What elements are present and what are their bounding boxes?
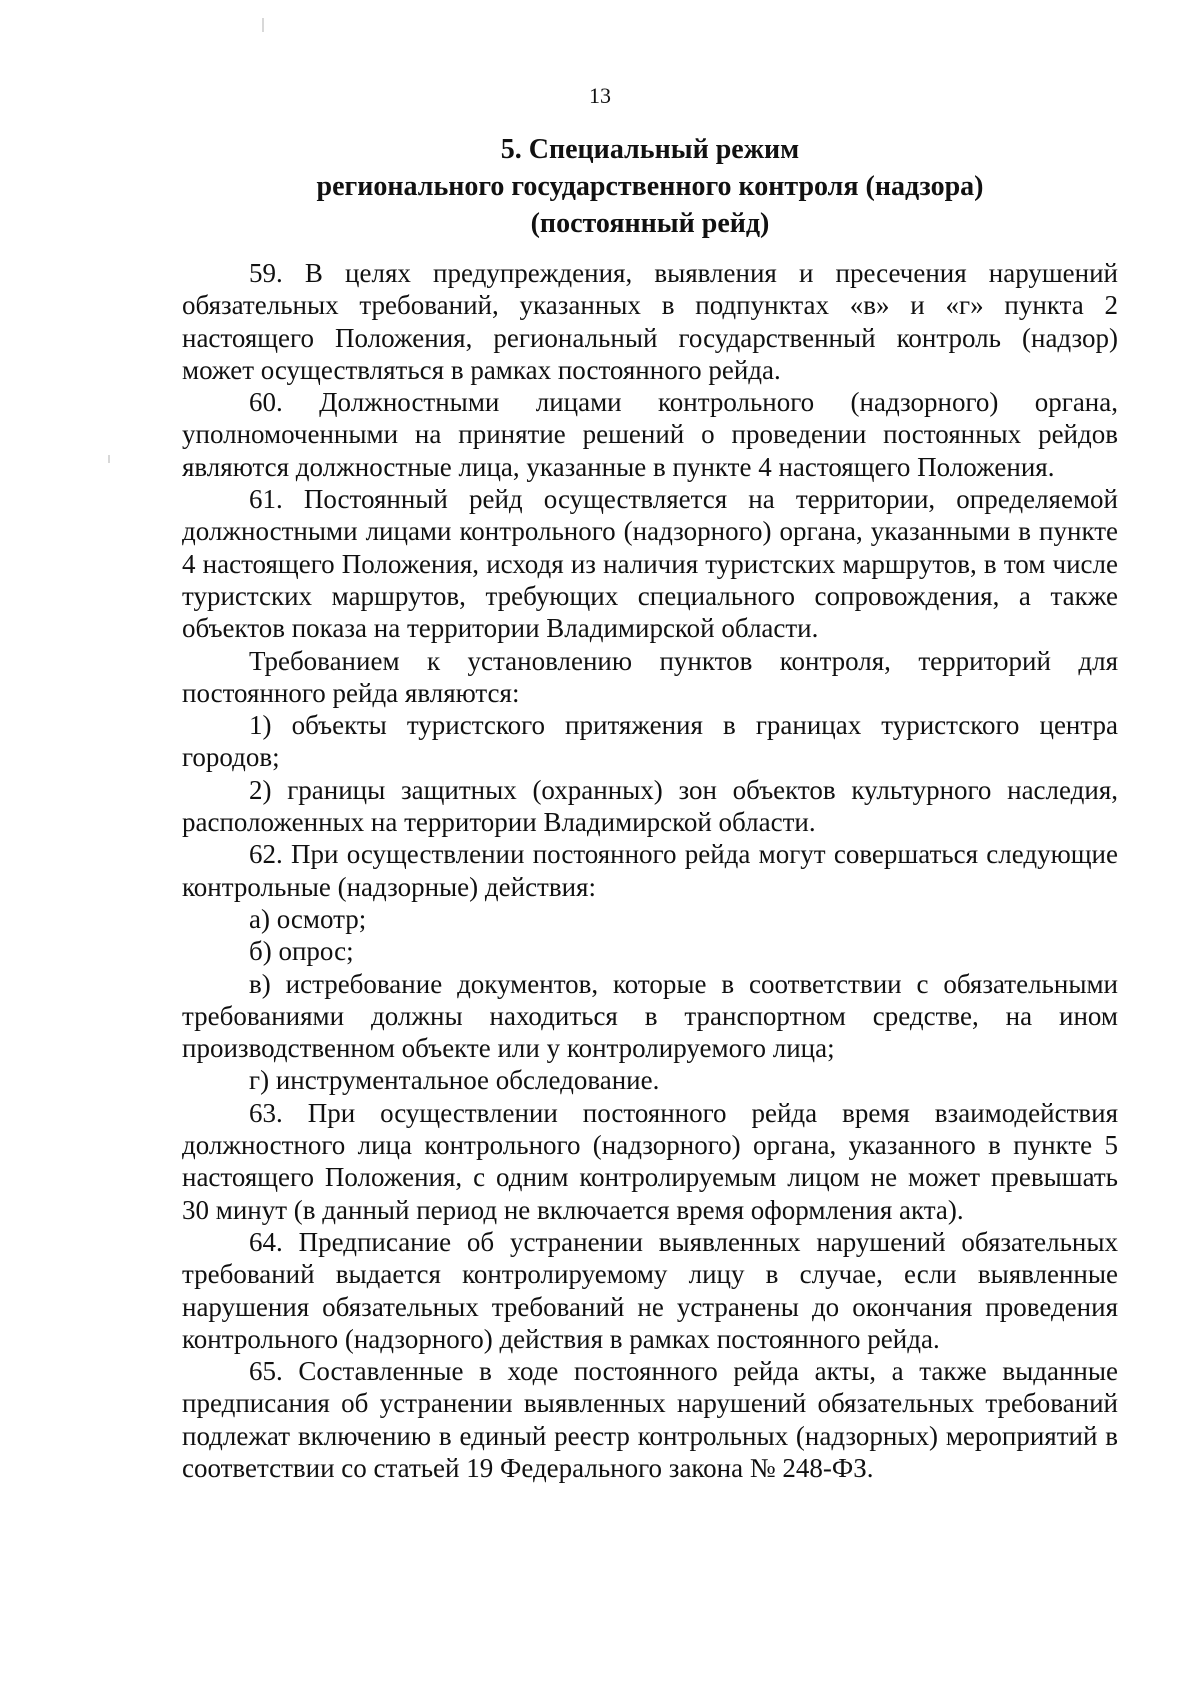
- section-heading-line-1: 5. Специальный режим: [500, 134, 800, 165]
- section-heading-line-2: регионального государственного контроля (надзора): [316, 171, 984, 202]
- list-item-g: г) инструментальное обследование.: [249, 1065, 660, 1096]
- list-item-b: б) опрос;: [249, 936, 354, 967]
- page-number: 13: [589, 83, 611, 108]
- paragraph-59: 59. В целях предупреждения, выявления и пресечения нарушений обязательных требований, указанных в подпунктах «в» и «г» пункта 2 настоящего Положения, региональный государственный контроль (надзор) может осуществляться в рамках постоянного рейда.: [182, 258, 1118, 385]
- section-heading: [180, 131, 1120, 242]
- list-item-a: а) осмотр;: [249, 903, 367, 934]
- paragraph-60: 60. Должностными лицами контрольного (надзорного) органа, уполномоченными на принятие решений о проведении постоянных рейдов являются должностные лица, указанные в пункте 4 настоящего Положения.: [182, 387, 1118, 482]
- paragraph-63: 63. При осуществлении постоянного рейда время взаимодействия должностного лица контрольного (надзорного) органа, указанного в пункте 5 настоящего Положения, с одним контролируемым лицом не может превышать 30 минут (в данный период не включается время оформления акта).: [182, 1097, 1118, 1225]
- scan-artifact: [108, 455, 110, 463]
- paragraph-requirements-intro: Требованием к установлению пунктов контроля, территорий для постоянного рейда являются:: [182, 645, 1118, 708]
- document-body: [182, 257, 1118, 1484]
- section-heading-line-3: (постоянный рейд): [530, 208, 770, 239]
- paragraph-61: 61. Постоянный рейд осуществляется на территории, определяемой должностными лицами контрольного (надзорного) органа, указанными в пункте 4 настоящего Положения, исходя из наличия туристских маршрутов, в том числе туристских маршрутов, требующих специального сопровождения, а также объектов показа на территории Владимирской области.: [182, 484, 1118, 644]
- list-item-2: 2) границы защитных (охранных) зон объектов культурного наследия, расположенных на территории Владимирской области.: [182, 774, 1118, 838]
- paragraph-62: 62. При осуществлении постоянного рейда могут совершаться следующие контрольные (надзорные) действия:: [182, 839, 1118, 902]
- paragraph-64: 64. Предписание об устранении выявленных нарушений обязательных требований выдается контролируемому лицу в случае, если выявленные нарушения обязательных требований не устранены до окончания проведения контрольного (надзорного) действия в рамках постоянного рейда.: [182, 1226, 1118, 1354]
- paragraph-65: 65. Составленные в ходе постоянного рейда акты, а также выданные предписания об устранении выявленных нарушений обязательных требований подлежат включению в единый реестр контрольных (надзорных) мероприятий в соответствии со статьей 19 Федерального закона № 248-ФЗ.: [182, 1356, 1118, 1483]
- list-item-1: 1) объекты туристского притяжения в границах туристского центра городов;: [182, 710, 1118, 773]
- list-item-v: в) истребование документов, которые в соответствии с обязательными требованиями должны находиться в транспортном средстве, на ином производственном объекте или у контролируемого лица;: [182, 968, 1118, 1064]
- scan-artifact: [262, 18, 264, 32]
